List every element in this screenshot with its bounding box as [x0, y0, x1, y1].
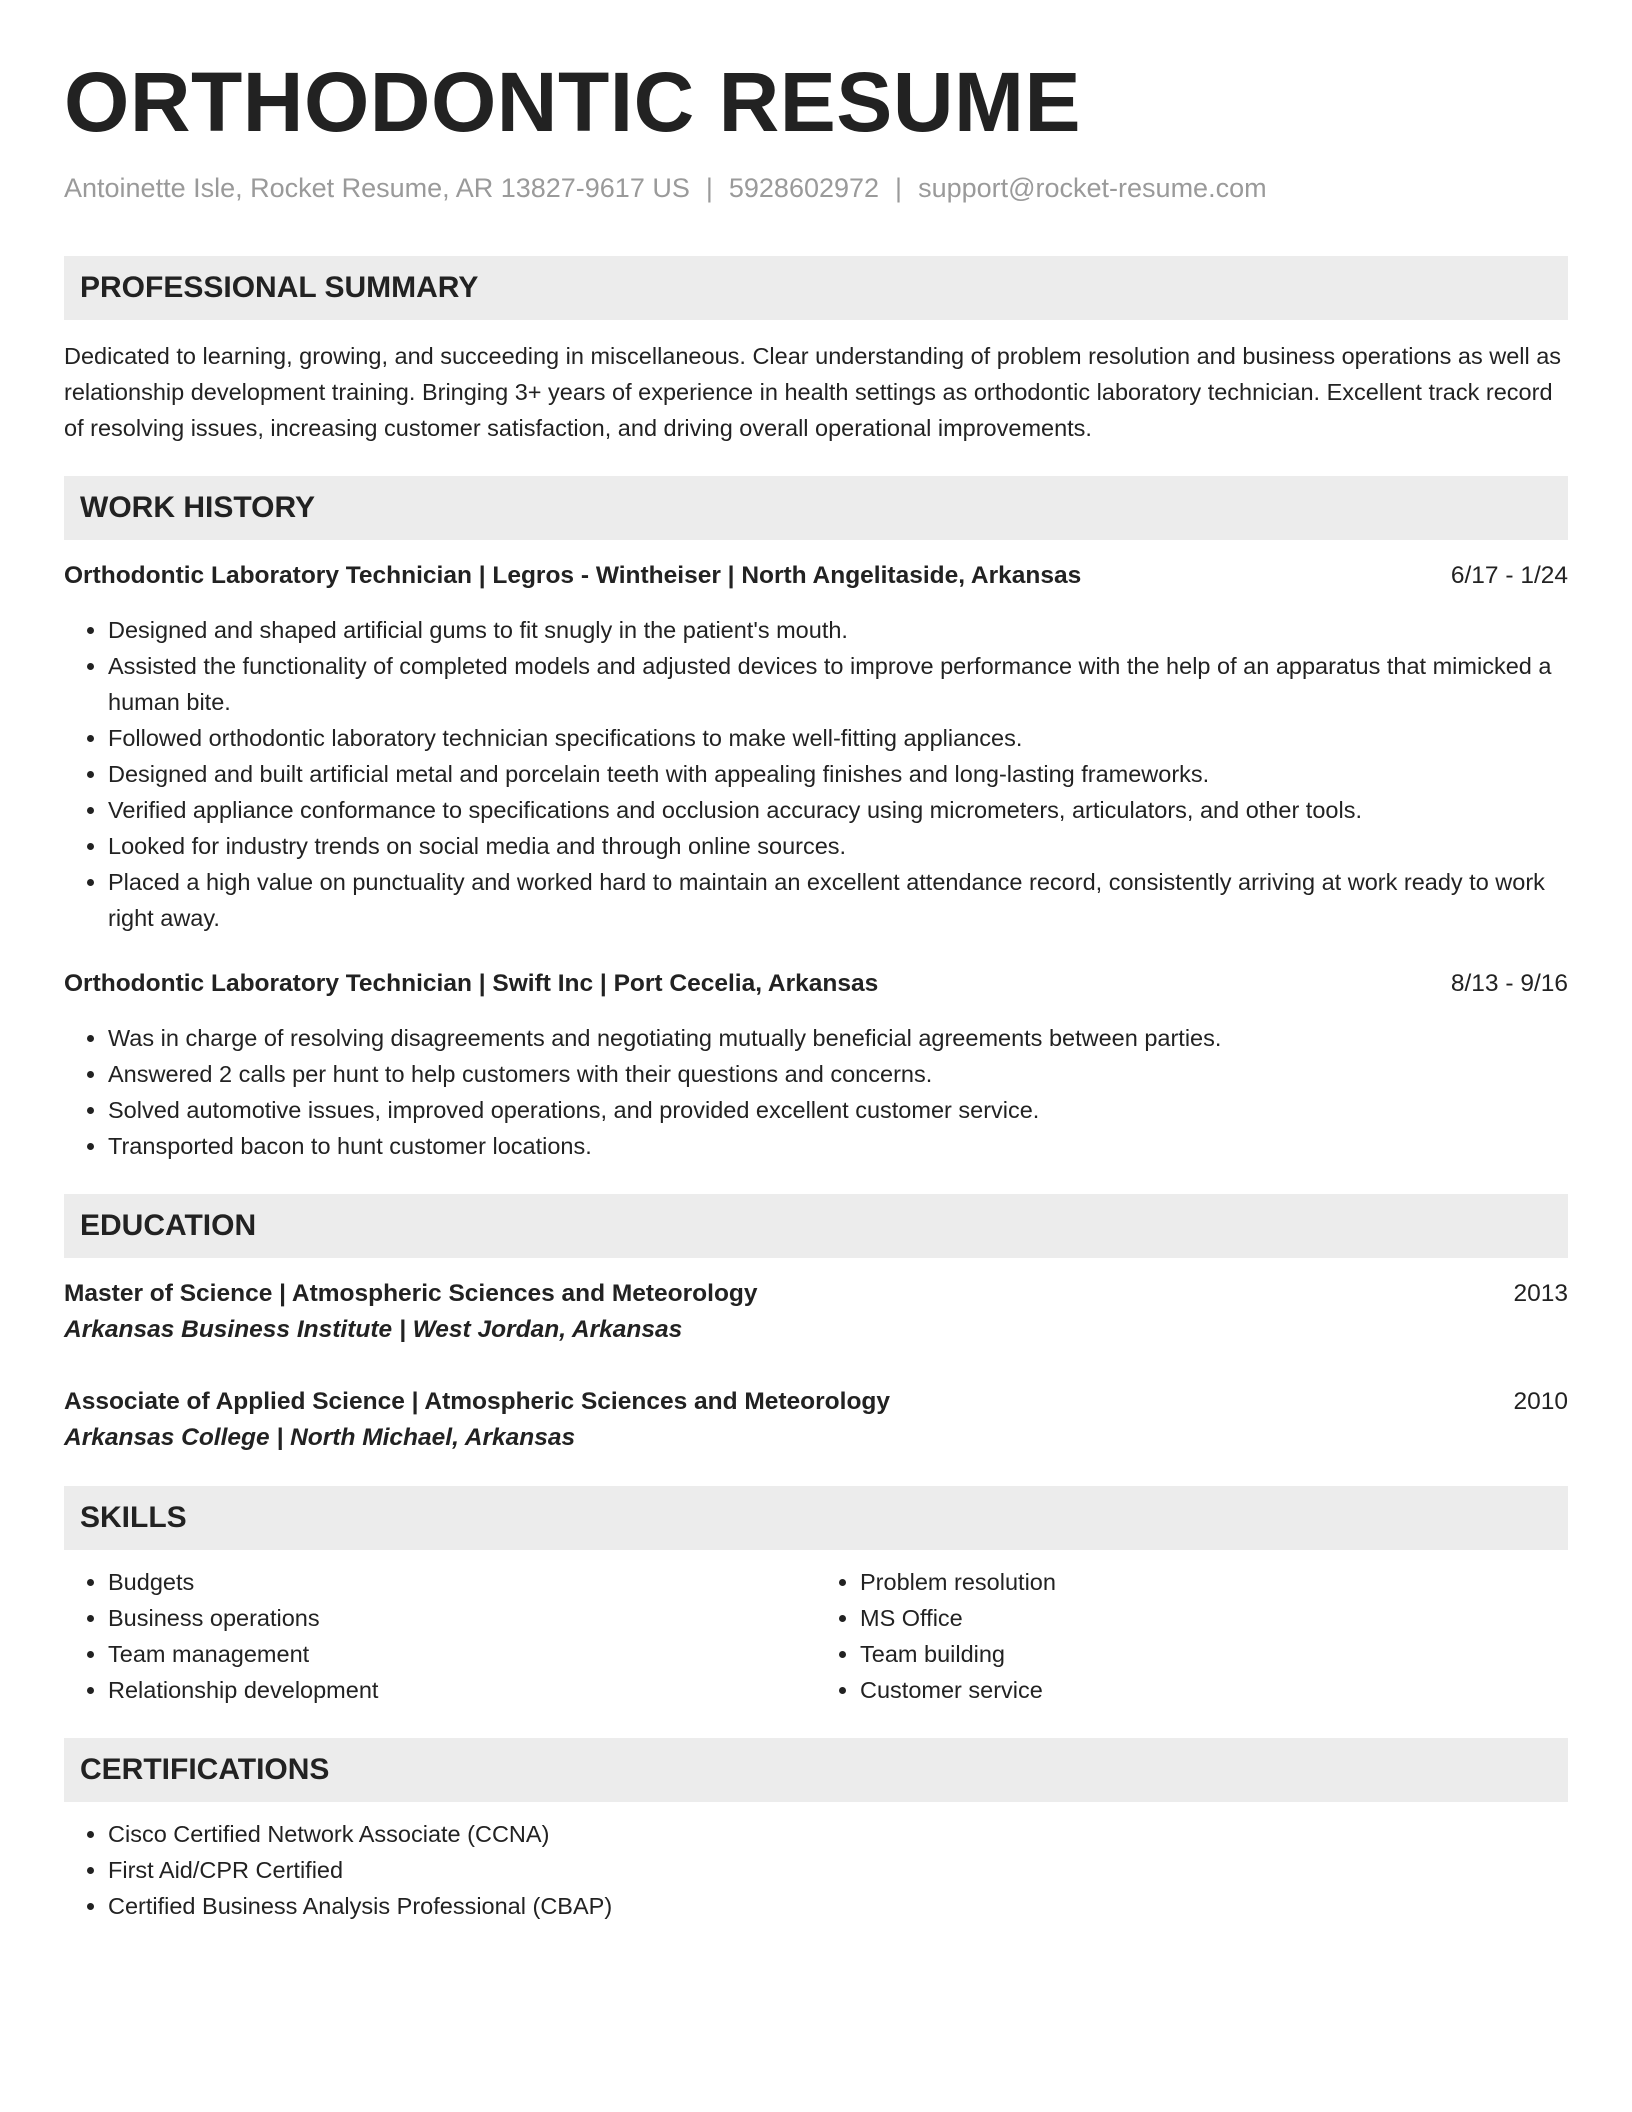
job-duty: • Designed and built artificial metal and porcelain teeth with appealing finishes and long-lasting frameworks.: [108, 756, 1568, 792]
job-duty: • Verified appliance conformance to specifications and occlusion accuracy using micrometers, articulators, and other tools.: [108, 792, 1568, 828]
skill-item: • Problem resolution: [860, 1564, 1568, 1600]
job-duties-list: [64, 612, 1568, 936]
skills-list-right: [816, 1564, 1568, 1708]
contact-line: [64, 170, 1568, 206]
job-duty: • Placed a high value on punctuality and worked hard to maintain an excellent attendance record, consistently arriving at work ready to work right away.: [108, 864, 1568, 936]
job-duty: • Solved automotive issues, improved operations, and provided excellent customer service.: [108, 1092, 1568, 1128]
skill-item: • Team building: [860, 1636, 1568, 1672]
school-name: Arkansas College | North Michael, Arkansas: [64, 1424, 576, 1451]
skills-section: [64, 1486, 1568, 1708]
skill-item: • Budgets: [108, 1564, 816, 1600]
job-header: [64, 966, 1568, 1002]
certifications-section: [64, 1738, 1568, 1924]
skills-heading: SKILLS: [64, 1486, 1568, 1550]
graduation-year: 2013: [1513, 1280, 1568, 1307]
job-header: [64, 558, 1568, 594]
certification-item: • First Aid/CPR Certified: [108, 1852, 1568, 1888]
skill-item: • Customer service: [860, 1672, 1568, 1708]
job-dates: 6/17 - 1/24: [1450, 562, 1568, 589]
job-duty: • Followed orthodontic laboratory technician specifications to make well-fitting appliances.: [108, 720, 1568, 756]
skill-item: • MS Office: [860, 1600, 1568, 1636]
work-history-section: [64, 476, 1568, 1164]
degree-title: Master of Science | Atmospheric Sciences and Meteorology: [64, 1280, 758, 1307]
job-duty: • Assisted the functionality of completed models and adjusted devices to improve performance with the help of an apparatus that mimicked a human bite.: [108, 648, 1568, 720]
job-duty: • Designed and shaped artificial gums to fit snugly in the patient's mouth.: [108, 612, 1568, 648]
contact-address: Antoinette Isle, Rocket Resume, AR 13827-9617 US: [64, 173, 690, 203]
job-duty: • Was in charge of resolving disagreements and negotiating mutually beneficial agreements between parties.: [108, 1020, 1568, 1056]
degree-title: Associate of Applied Science | Atmospheric Sciences and Meteorology: [64, 1388, 891, 1415]
job-dates: 8/13 - 9/16: [1450, 970, 1568, 997]
job-duty: • Answered 2 calls per hunt to help customers with their questions and concerns.: [108, 1056, 1568, 1092]
skill-item: • Business operations: [108, 1600, 816, 1636]
work-history-heading: WORK HISTORY: [64, 476, 1568, 540]
contact-phone: 5928602972: [728, 173, 880, 203]
graduation-year: 2010: [1513, 1388, 1568, 1415]
skill-item: • Relationship development: [108, 1672, 816, 1708]
contact-separator: |: [895, 173, 903, 203]
certification-item: • Certified Business Analysis Professional (CBAP): [108, 1888, 1568, 1924]
education-header: [64, 1384, 1568, 1420]
education-entry: [64, 1384, 1568, 1456]
education-header: [64, 1276, 1568, 1312]
certification-item: • Cisco Certified Network Associate (CCNA): [108, 1816, 1568, 1852]
job-duty: • Looked for industry trends on social media and through online sources.: [108, 828, 1568, 864]
school-name: Arkansas Business Institute | West Jordan, Arkansas: [64, 1316, 683, 1343]
certifications-list: [64, 1816, 1568, 1924]
summary-text: Dedicated to learning, growing, and succeeding in miscellaneous. Clear understanding of problem resolution and business operations as well as relationship development training. Bringing 3+ years of experience in health settings as orthodontic laboratory technician. Excellent track record of resolving issues, increasing customer satisfaction, and driving overall operational improvements.: [64, 343, 1562, 441]
job-title: Orthodontic Laboratory Technician | Swift Inc | Port Cecelia, Arkansas: [64, 970, 879, 997]
summary-heading: PROFESSIONAL SUMMARY: [64, 256, 1568, 320]
contact-email: support@rocket-resume.com: [918, 173, 1267, 203]
resume-title: ORTHODONTIC RESUME: [64, 55, 1081, 149]
job-entry: [64, 966, 1568, 1164]
summary-section: [64, 256, 1568, 446]
job-duty: • Transported bacon to hunt customer locations.: [108, 1128, 1568, 1164]
skills-grid: [64, 1564, 1568, 1708]
education-section: [64, 1194, 1568, 1456]
skill-item: • Team management: [108, 1636, 816, 1672]
education-heading: EDUCATION: [64, 1194, 1568, 1258]
education-entry: [64, 1276, 1568, 1348]
contact-separator: |: [705, 173, 713, 203]
skills-list-left: [64, 1564, 816, 1708]
certifications-heading: CERTIFICATIONS: [64, 1738, 1568, 1802]
job-entry: [64, 558, 1568, 936]
job-title: Orthodontic Laboratory Technician | Legros - Wintheiser | North Angelitaside, Arkansas: [64, 562, 1082, 589]
job-duties-list: [64, 1020, 1568, 1164]
